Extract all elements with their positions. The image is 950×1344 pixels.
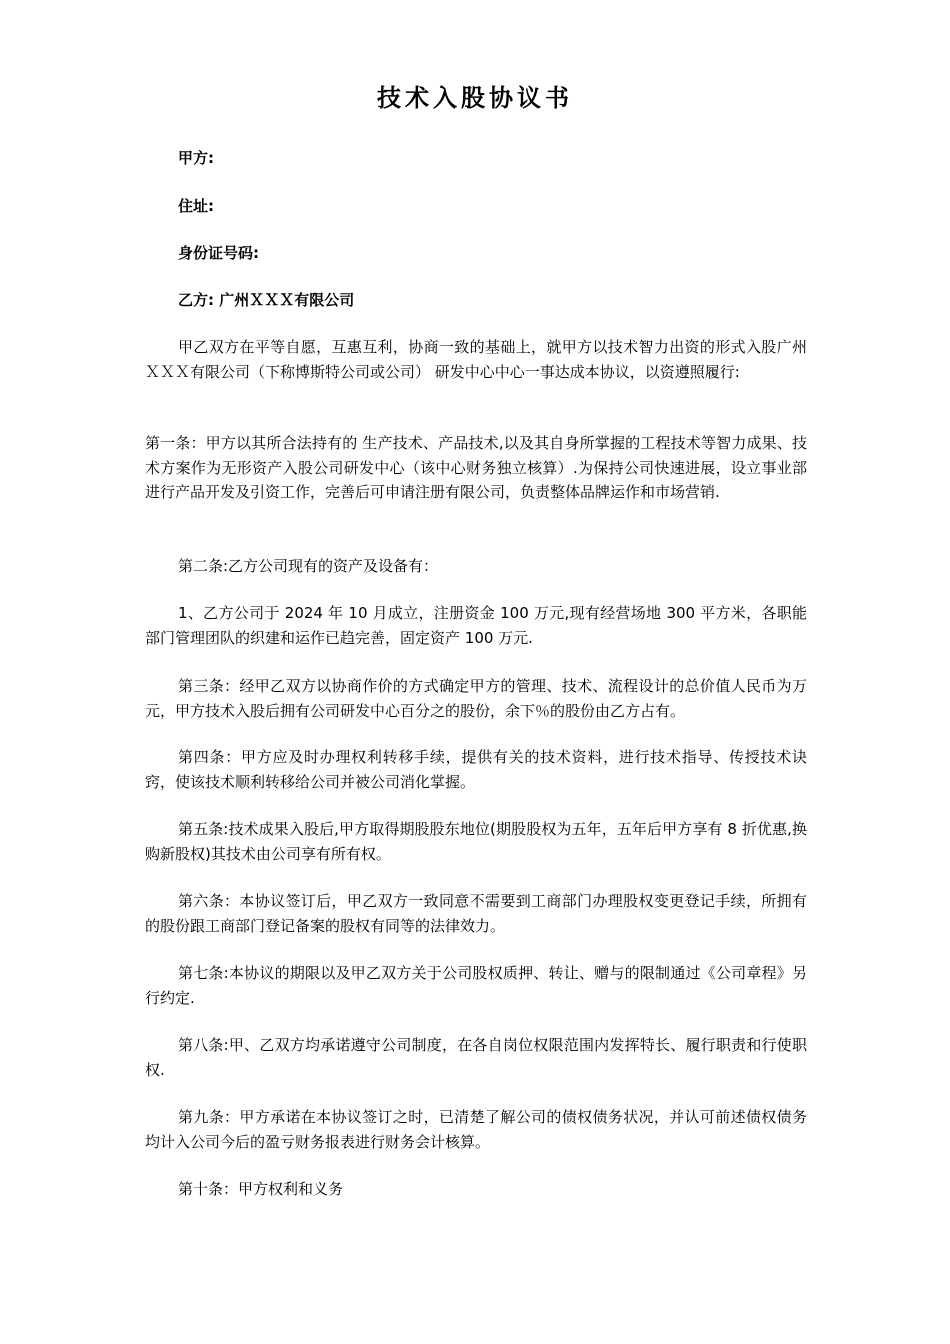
article-8-paragraph: 第八条:甲、乙双方均承诺遵守公司制度，在各自岗位权限范围内发挥特长、履行职责和行使职权.	[145, 1036, 807, 1079]
party-b-field: 乙方: 广州ＸＸＸ有限公司	[178, 291, 355, 309]
id-number-field: 身份证号码:	[178, 244, 259, 262]
article-3-paragraph: 第三条：经甲乙双方以协商作价的方式确定甲方的管理、技术、流程设计的总价值人民币为万元，甲方技术入股后拥有公司研发中心百分之的股份，余下％的股份由乙方占有。	[145, 677, 807, 720]
article-6-paragraph: 第六条：本协议签订后，甲乙双方一致同意不需要到工商部门办理股权变更登记手续，所拥有的股份跟工商部门登记备案的股权有同等的法律效力。	[145, 892, 807, 935]
article-4-paragraph: 第四条：甲方应及时办理权利转移手续，提供有关的技术资料，进行技术指导、传授技术诀窍，使该技术顺利转移给公司并被公司消化掌握。	[145, 748, 807, 791]
address-field: 住址:	[178, 197, 214, 215]
party-a-field: 甲方:	[178, 149, 214, 167]
article-2-paragraph: 第二条:乙方公司现有的资产及设备有：	[178, 557, 439, 575]
article-9-paragraph: 第九条：甲方承诺在本协议签订之时，已清楚了解公司的债权债务状况，并认可前述债权债务均计入公司今后的盈亏财务报表进行财务会计核算。	[145, 1108, 807, 1151]
article-1-paragraph: 第一条：甲方以其所合法持有的 生产技术、产品技术,以及其自身所掌握的工程技术等智力成果、技术方案作为无形资产入股公司研发中心（该中心财务独立核算）.为保持公司快速进展，设立事业部进行产品开发及引资工作，完善后可申请注册有限公司，负责整体品牌运作和市场营销.	[145, 434, 807, 501]
intro-paragraph: 甲乙双方在平等自愿，互惠互利，协商一致的基础上，就甲方以技术智力出资的形式入股广州ＸＸＸ有限公司（下称博斯特公司或公司） 研发中心中心一事达成本协议，以资遵照履行:	[145, 338, 807, 381]
article-7-paragraph: 第七条:本协议的期限以及甲乙双方关于公司股权质押、转让、赠与的限制通过《公司章程》另行约定.	[145, 964, 807, 1007]
document-title: 技术入股协议书	[377, 84, 573, 112]
article-5-paragraph: 第五条:技术成果入股后,甲方取得期股股东地位(期股股权为五年，五年后甲方享有 8 折优惠,换购新股权)其技术由公司享有所有权。	[145, 820, 807, 863]
article-2-item-1-paragraph: 1、乙方公司于 2024 年 10 月成立，注册资金 100 万元,现有经营场地 300 平方米，各职能部门管理团队的织建和运作已趋完善，固定资产 100 万元.	[145, 604, 807, 647]
article-10-paragraph: 第十条：甲方权利和义务	[178, 1180, 344, 1198]
